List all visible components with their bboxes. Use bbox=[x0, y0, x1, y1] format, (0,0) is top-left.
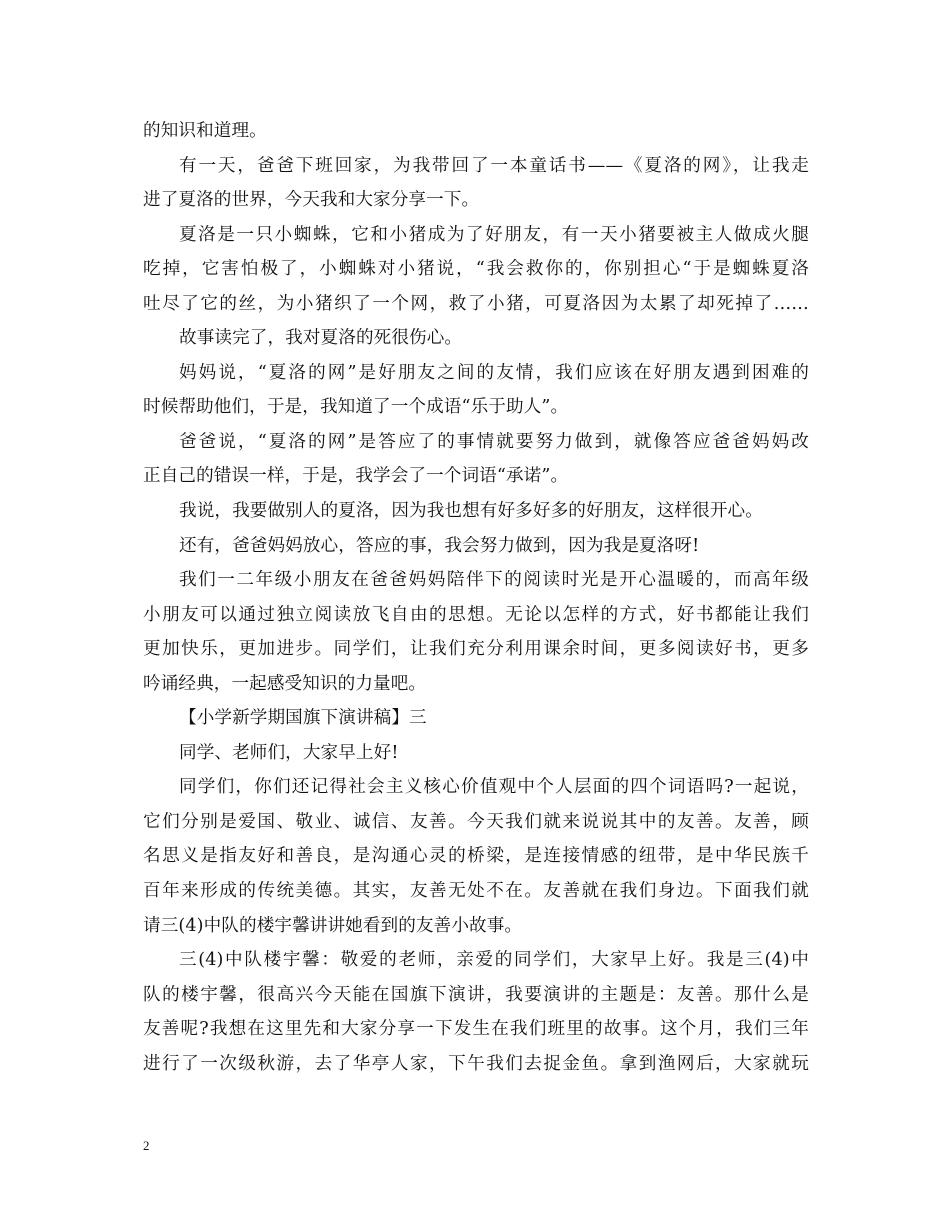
text-line: 进行了一次级秋游，去了华亭人家，下午我们去捉金鱼。拿到渔网后，大家就玩 bbox=[143, 1053, 809, 1074]
page-number: 2 bbox=[143, 1138, 150, 1153]
text-line: 我们一二年级小朋友在爸爸妈妈陪伴下的阅读时光是开心温暖的，而高年级 bbox=[179, 570, 809, 591]
text-line: 吟诵经典，一起感受知识的力量吧。 bbox=[143, 673, 427, 694]
text-line: 队的楼宇馨，很高兴今天能在国旗下演讲，我要演讲的主题是：友善。那什么是 bbox=[143, 984, 809, 1005]
text-line: 名思义是指友好和善良，是沟通心灵的桥梁，是连接情感的纽带，是中华民族千 bbox=[143, 846, 809, 867]
text-line: 妈妈说，“夏洛的网”是好朋友之间的友情，我们应该在好朋友遇到困难的 bbox=[179, 362, 809, 383]
text-line: 还有，爸爸妈妈放心，答应的事，我会努力做到，因为我是夏洛呀! bbox=[179, 535, 700, 556]
text-line: 吐尽了它的丝，为小猪织了一个网，救了小猪，可夏洛因为太累了却死掉了…… bbox=[143, 293, 809, 314]
text-line: 请三(4)中队的楼宇馨讲讲她看到的友善小故事。 bbox=[143, 915, 523, 936]
text-line: 故事读完了，我对夏洛的死很伤心。 bbox=[179, 328, 463, 349]
text-line: 正自己的错误一样，于是，我学会了一个词语“承诺”。 bbox=[143, 466, 569, 487]
text-line: 进了夏洛的世界，今天我和大家分享一下。 bbox=[143, 190, 480, 211]
text-line: 我说，我要做别人的夏洛，因为我也想有好多好多的好朋友，这样很开心。 bbox=[179, 501, 763, 522]
text-line: 更加快乐，更加进步。同学们，让我们充分利用课余时间，更多阅读好书，更多 bbox=[143, 639, 809, 660]
text-line: 夏洛是一只小蜘蛛，它和小猪成为了好朋友，有一天小猪要被主人做成火腿 bbox=[179, 224, 809, 245]
text-line: 有一天，爸爸下班回家，为我带回了一本童话书——《夏洛的网》，让我走 bbox=[179, 155, 809, 176]
text-line: 【小学新学期国旗下演讲稿】三 bbox=[179, 708, 427, 729]
text-line: 吃掉，它害怕极了，小蜘蛛对小猪说，“我会救你的，你别担心“于是蜘蛛夏洛 bbox=[143, 259, 809, 280]
text-line: 三(4)中队楼宇馨：敬爱的老师，亲爱的同学们，大家早上好。我是三(4)中 bbox=[179, 950, 809, 971]
text-line: 同学们，你们还记得社会主义核心价值观中个人层面的四个词语吗?一起说， bbox=[179, 777, 809, 798]
text-line: 友善呢?我想在这里先和大家分享一下发生在我们班里的故事。这个月，我们三年 bbox=[143, 1019, 809, 1040]
text-line: 百年来形成的传统美德。其实，友善无处不在。友善就在我们身边。下面我们就 bbox=[143, 881, 809, 902]
text-line: 的知识和道理。 bbox=[143, 121, 267, 141]
text-line: 时候帮助他们，于是，我知道了一个成语“乐于助人”。 bbox=[143, 397, 569, 418]
document-body bbox=[143, 114, 809, 1081]
text-line: 爸爸说，“夏洛的网”是答应了的事情就要努力做到，就像答应爸爸妈妈改 bbox=[179, 431, 809, 452]
text-line: 小朋友可以通过独立阅读放飞自由的思想。无论以怎样的方式，好书都能让我们 bbox=[143, 604, 809, 625]
text-line: 它们分别是爱国、敬业、诚信、友善。今天我们就来说说其中的友善。友善，顾 bbox=[143, 811, 809, 832]
text-line: 同学、老师们，大家早上好! bbox=[179, 742, 399, 763]
